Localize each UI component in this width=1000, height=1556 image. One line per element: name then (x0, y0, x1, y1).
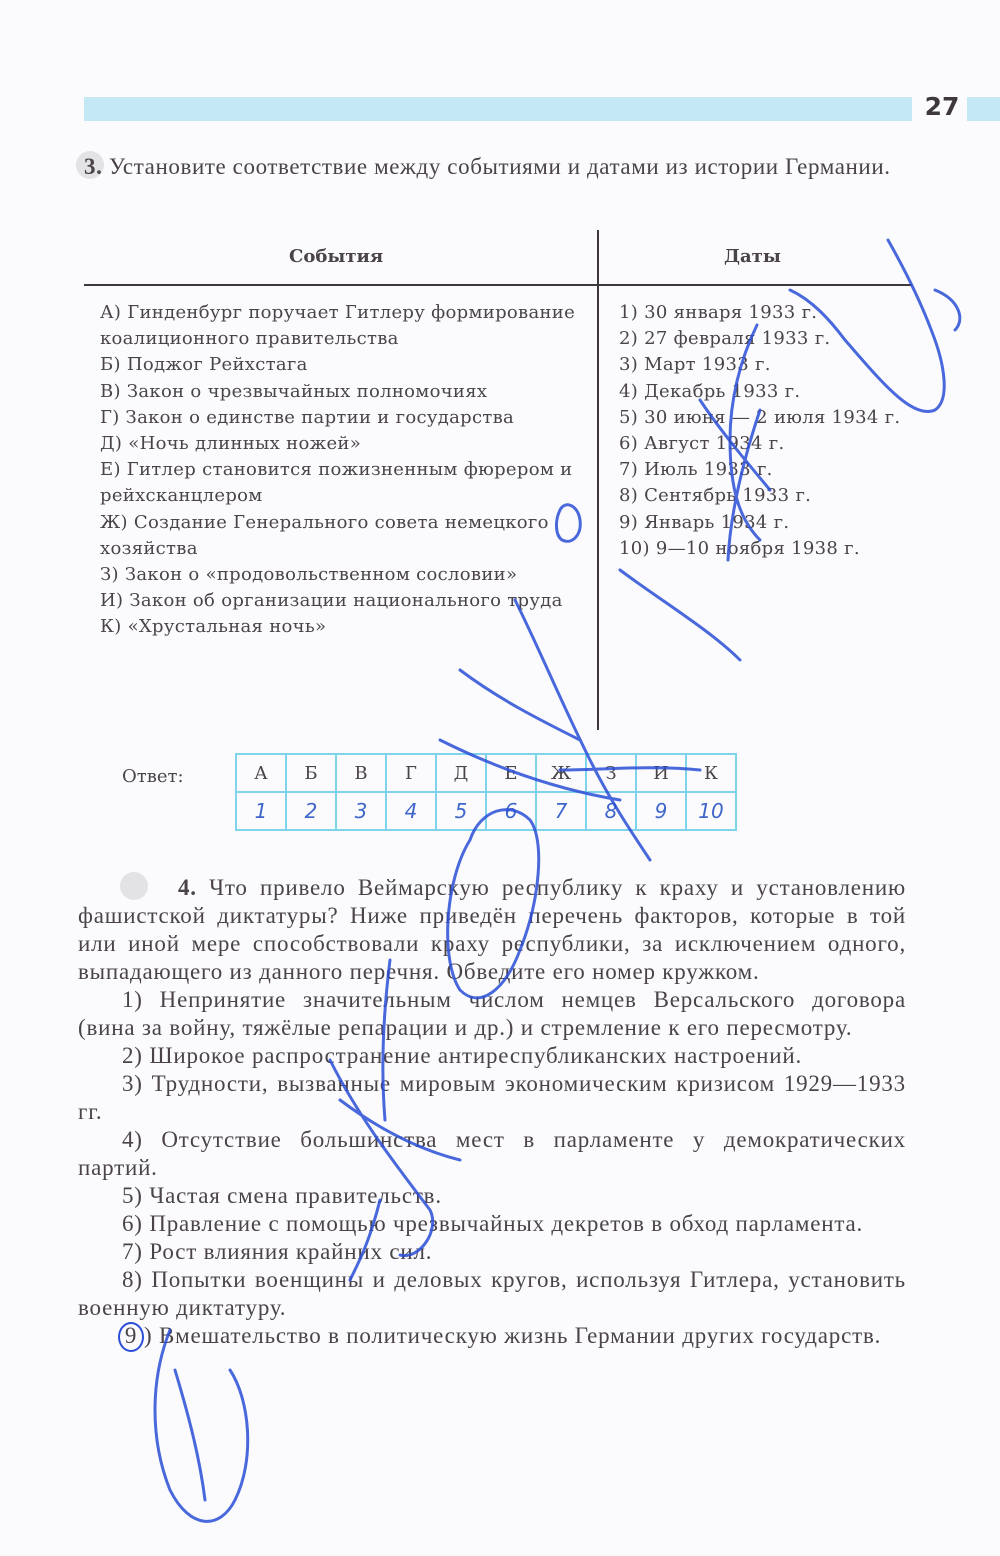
answer-value-cell[interactable]: 10 (686, 792, 736, 830)
event-item: Ж) Создание Генерального совета немецкого хозяйства (100, 511, 549, 559)
task4-prompt-text: Что привело Веймарскую республику к краху и установлению фашистской диктатуры? Ниже приведён перечень факторов, которые в той или иной мере способствовали краху республики, за исключением одного, выпадающего из данного перечня. Обведите его номер кружком. (78, 875, 906, 984)
answer-value-cell[interactable]: 5 (436, 792, 486, 830)
date-item: 4) Декабрь 1933 г. (619, 380, 801, 402)
answer-letter-cell: З (586, 754, 636, 792)
event-item: Б) Поджог Рейхстага (100, 354, 308, 376)
page-number: 27 (924, 92, 960, 121)
table-column-divider (597, 230, 599, 730)
answer-value-cell[interactable]: 7 (536, 792, 586, 830)
date-item: 7) Июль 1933 г. (619, 459, 773, 481)
factor-text: Правление с помощью чрезвычайных декретов в обход парламента. (149, 1211, 864, 1236)
dates-column-header: Даты (724, 246, 781, 267)
answer-letter-cell: Ж (536, 754, 586, 792)
factor-item[interactable] (78, 1266, 906, 1322)
answer-letter-cell: И (636, 754, 686, 792)
date-item: 1) 30 января 1933 г. (619, 302, 818, 323)
factor-number: 6) (122, 1211, 143, 1236)
factor-text: Попытки военщины и деловых кругов, используя Гитлера, установить военную диктатуру. (78, 1267, 906, 1320)
answer-value-cell[interactable]: 9 (636, 792, 686, 830)
task3-number: 3. (84, 154, 103, 179)
answer-letter-cell: Д (436, 754, 486, 792)
event-item: Е) Гитлер становится пожизненным фюрером и рейхсканцлером (100, 459, 573, 507)
table-header-divider (84, 284, 912, 286)
factor-item[interactable] (78, 1070, 906, 1126)
date-item: 6) Август 1934 г. (619, 433, 785, 455)
factor-text: Отсутствие большинства мест в парламенте у демократических партий. (78, 1127, 906, 1180)
factor-item[interactable] (78, 1210, 906, 1238)
factor-item-circled[interactable] (78, 1322, 906, 1352)
factor-text: Непринятие значительным числом немцев Версальского договора (вина за войну, тяжёлые репарации и др.) и стремление к его пересмотру. (78, 987, 906, 1040)
factor-text: Рост влияния крайних сил. (149, 1239, 433, 1264)
date-item: 2) 27 февраля 1933 г. (619, 328, 831, 350)
factor-item[interactable] (78, 1126, 906, 1182)
task3-prompt (84, 153, 914, 181)
answer-letter-cell: Г (386, 754, 436, 792)
event-item: З) Закон о «продовольственном сословии» (100, 564, 518, 586)
answer-letters-row (236, 754, 736, 792)
page-header-bar-end (967, 97, 1000, 121)
events-list (100, 300, 585, 641)
task3-prompt-text: Установите соответствие между событиями и датами из истории Германии. (108, 154, 891, 179)
answer-value-cell[interactable]: 2 (286, 792, 336, 830)
task4 (78, 874, 906, 1352)
task4-prompt (78, 874, 906, 986)
factor-text: Трудности, вызванные мировым экономическим кризисом 1929—1933 гг. (78, 1071, 906, 1124)
date-item: 9) Январь 1934 г. (619, 511, 790, 533)
factor-number: 1) (122, 987, 143, 1012)
answer-letter-cell: Е (486, 754, 536, 792)
answer-grid (235, 753, 737, 831)
page-header-bar (84, 97, 912, 121)
event-item: К) «Хрустальная ночь» (100, 616, 327, 638)
factor-item[interactable] (78, 1238, 906, 1266)
event-item: А) Гинденбург поручает Гитлеру формирование коалиционного правительства (100, 302, 576, 350)
factor-text: Широкое распространение антиреспубликанских настроений. (149, 1043, 803, 1068)
answer-values-row (236, 792, 736, 830)
circled-answer-mark: 9 (118, 1322, 144, 1352)
event-item: В) Закон о чрезвычайных полномочиях (100, 380, 488, 402)
factor-text: Частая смена правительств. (149, 1183, 442, 1208)
answer-label: Ответ: (122, 766, 184, 787)
factor-text: ) Вмешательство в политическую жизнь Германии других государств. (144, 1323, 882, 1348)
factor-item[interactable] (78, 986, 906, 1042)
answer-value-cell[interactable]: 4 (386, 792, 436, 830)
answer-letter-cell: К (686, 754, 736, 792)
factor-number: 7) (122, 1239, 143, 1264)
events-column-header: События (289, 246, 384, 267)
answer-value-cell[interactable]: 6 (486, 792, 536, 830)
date-item: 8) Сентябрь 1933 г. (619, 485, 812, 507)
factor-number: 2) (122, 1043, 143, 1068)
factor-number: 5) (122, 1183, 143, 1208)
factor-number: 4) (122, 1127, 143, 1152)
date-item: 10) 9—10 ноября 1938 г. (619, 537, 860, 559)
dates-list (619, 300, 911, 562)
answer-value-cell[interactable]: 3 (336, 792, 386, 830)
event-item: Д) «Ночь длинных ножей» (100, 433, 362, 455)
event-item: Г) Закон о единстве партии и государства (100, 406, 515, 428)
task4-number: 4. (128, 874, 197, 902)
date-item: 5) 30 июня — 2 июля 1934 г. (619, 406, 901, 428)
factor-item[interactable] (78, 1042, 906, 1070)
answer-letter-cell: А (236, 754, 286, 792)
factor-number: 3) (122, 1071, 143, 1096)
factor-number: 8) (122, 1267, 143, 1292)
answer-letter-cell: В (336, 754, 386, 792)
factor-item[interactable] (78, 1182, 906, 1210)
date-item: 3) Март 1933 г. (619, 354, 771, 376)
event-item: И) Закон об организации национального труда (100, 590, 563, 612)
answer-letter-cell: Б (286, 754, 336, 792)
answer-value-cell[interactable]: 8 (586, 792, 636, 830)
answer-value-cell[interactable]: 1 (236, 792, 286, 830)
